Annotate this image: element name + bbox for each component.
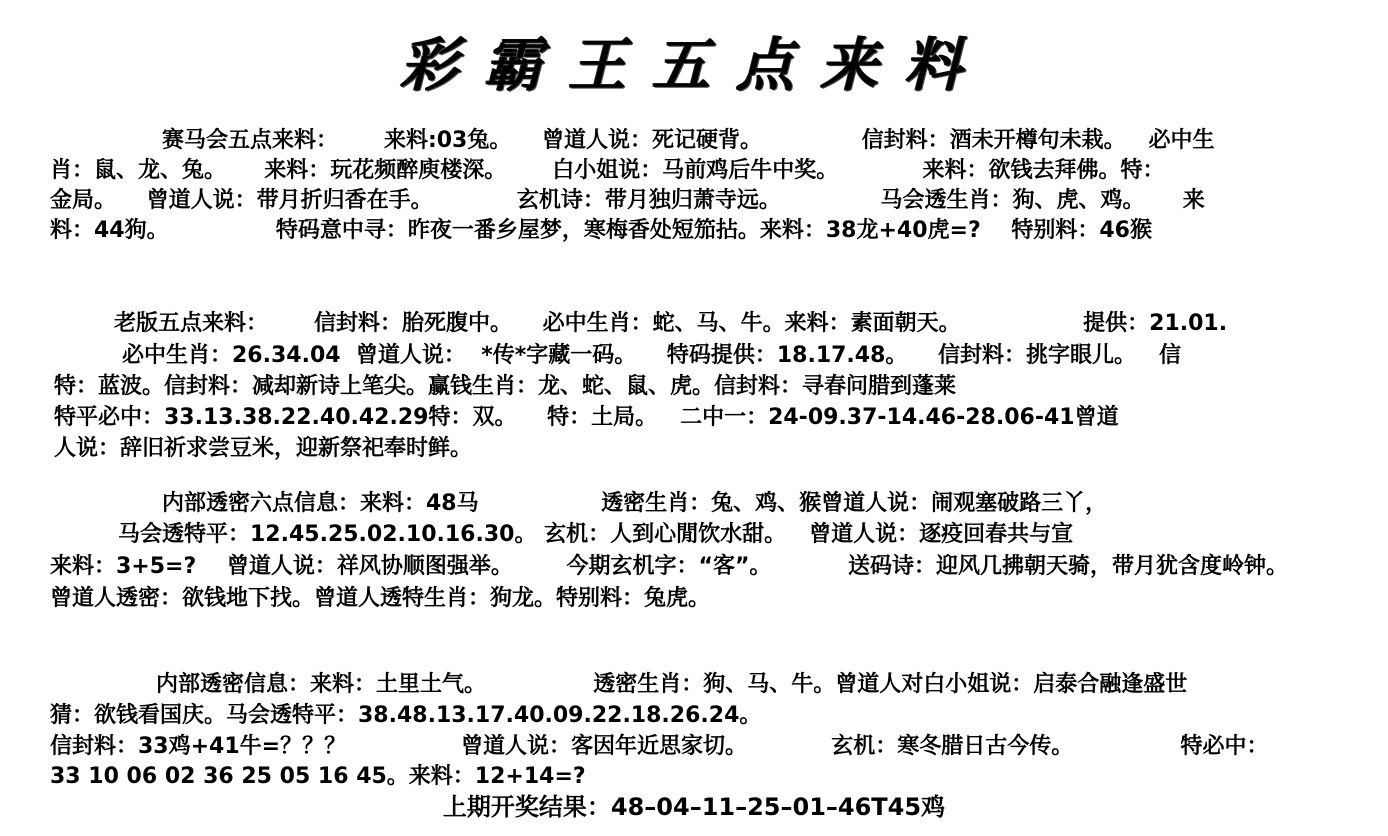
block-4-line-2: 猜：欲钱看国庆。马会透特平：38.48.13.17.40.09.22.18.26.24。 — [50, 703, 762, 728]
block-4-line-1: 内部透密信息：来料：土里土气。 透密生肖：狗、马、牛。曾道人对白小姐说：启泰合融逢盛世 — [156, 672, 1188, 697]
block-1-line-3: 金局。 曾道人说：带月折归香在手。 玄机诗：带月独归萧寺远。 马会透生肖：狗、虎、鸡。 来 — [50, 188, 1205, 213]
block-2-line-2: 必中生肖：26.34.04 曾道人说： *传*字藏一码。 特码提供：18.17.48。 信封料：挑字眼儿。 信 — [122, 343, 1182, 368]
block-4-line-3: 信封料：33鸡+41牛=？？？ 曾道人说：客因年近思家切。 玄机：寒冬腊日古今传。 特必中： — [50, 734, 1269, 759]
block-3-line-3: 来料：3+5=? 曾道人说：祥风协顺图强举。 今期玄机字：“客”。 送码诗：迎风几拂朝天骑，带月犹含度岭钟。 — [50, 554, 1289, 579]
block-2-line-1: 老版五点来料： 信封料：胎死腹中。 必中生肖：蛇、马、牛。来料：素面朝天。 提供：21.01. — [114, 311, 1228, 336]
block-1-line-1: 赛马会五点来料： 来料:03兔。 曾道人说：死记硬背。 信封料：酒未开樽句未栽。 必中生 — [162, 128, 1215, 153]
block-2-line-4: 特平必中：33.13.38.22.40.42.29特：双。 特：土局。 二中一：24-09.37-14.46-28.06-41曾道 — [54, 405, 1119, 430]
block-3-line-4: 曾道人透密：欲钱地下找。曾道人透特生肖：狗龙。特别料：兔虎。 — [50, 586, 711, 611]
block-3-line-2: 马会透特平：12.45.25.02.10.16.30。 玄机：人到心閒饮水甜。 曾道人说：逐疫回春共与宣 — [118, 522, 1074, 547]
block-3-line-1: 内部透密六点信息：来料：48马 透密生肖：兔、鸡、猴曾道人说：闹观塞破路三丫， — [162, 491, 1108, 516]
block-1-line-2: 肖：鼠、龙、兔。 来料：玩花频醉庾楼深。 白小姐说：马前鸡后牛中奖。 来料：欲钱去拜佛。特： — [50, 158, 1165, 183]
block-1-line-4: 料：44狗。 特码意中寻：昨夜一番乡屋梦，寒梅香处短笳拈。来料：38龙+40虎=? 特别料：46猴 — [50, 218, 1152, 243]
previous-draw-result: 上期开奖结果：48–04–11–25–01–46T45鸡 — [442, 793, 946, 821]
block-2-line-3: 特：蓝波。信封料：减却新诗上笔尖。赢钱生肖：龙、蛇、鼠、虎。信封料：寻春问腊到蓬莱 — [54, 374, 957, 399]
block-2-line-5: 人说：辞旧祈求尝豆米，迎新祭祀奉时鲜。 — [54, 436, 473, 461]
page-title: 彩霸王五点来料 — [399, 31, 988, 99]
block-4-line-4: 33 10 06 02 36 25 05 16 45。来料：12+14=? — [50, 764, 586, 789]
